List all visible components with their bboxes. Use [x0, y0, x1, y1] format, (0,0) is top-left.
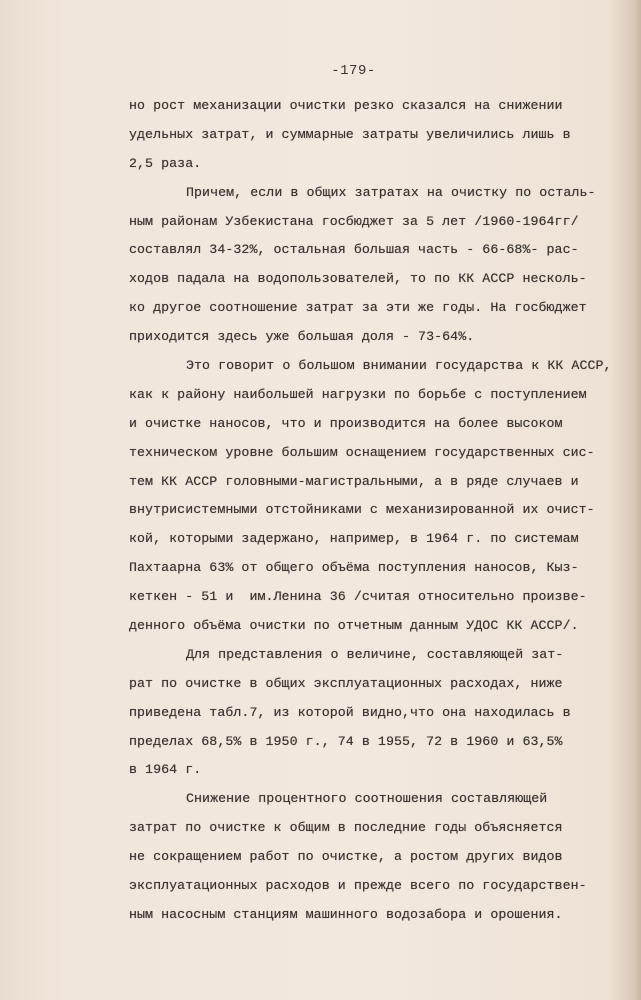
text-line: Причем, если в общих затратах на очистку по осталь- — [186, 184, 596, 200]
text-line: приведена табл.7, из которой видно,что она находилась в — [129, 704, 571, 720]
paragraph — [129, 641, 629, 785]
text-line: кеткен - 51 и им.Ленина 36 /считая относительно произве- — [129, 589, 587, 605]
text-line: в 1964 г. — [129, 762, 202, 778]
text-line: ным насосным станциям машинного водозабора и орошения. — [129, 906, 563, 922]
text-line: тем КК АССР головными-магистральными, а в ряде случаев и — [129, 473, 579, 489]
text-line: Снижение процентного соотношения составляющей — [186, 791, 548, 807]
text-line: Пахтаарна 63% от общего объёма поступления наносов, Кыз- — [129, 560, 579, 576]
text-line: составлял 34-32%, остальная большая часть - 66-68%- рас- — [129, 242, 579, 258]
page-number: -179- — [331, 63, 376, 79]
text-line: денного объёма очистки по отчетным данным УДОС КК АССР/. — [129, 618, 579, 634]
text-line: ным районам Узбекистана госбюджет за 5 лет /1960-1964гг/ — [129, 213, 579, 229]
text-line: ходов падала на водопользователей, то по КК АССР несколь- — [129, 271, 587, 287]
paragraph — [129, 352, 629, 641]
text-line: техническом уровне большим оснащением государственных сис- — [129, 444, 595, 460]
paragraph — [129, 179, 629, 352]
text-line: пределах 68,5% в 1950 г., 74 в 1955, 72 в 1960 и 63,5% — [129, 733, 563, 749]
text-line: и очистке наносов, что и производится на более высоком — [129, 415, 563, 431]
text-line: внутрисистемными отстойниками с механизированной их очист- — [129, 502, 595, 518]
text-line: не сокращением работ по очистке, а ростом других видов — [129, 849, 563, 865]
text-line: 2,5 раза. — [129, 155, 202, 171]
text-line: как к району наибольшей нагрузки по борьбе с поступлением — [129, 386, 587, 402]
document-body — [129, 92, 629, 930]
text-line: Это говорит о большом внимании государства к КК АССР, — [186, 358, 612, 374]
paragraph — [129, 92, 629, 179]
paragraph — [129, 785, 629, 929]
text-line: эксплуатационных расходов и прежде всего по государствен- — [129, 878, 587, 894]
text-line: приходится здесь уже большая доля - 73-64%. — [129, 329, 475, 345]
text-line: затрат по очистке к общим в последние годы объясняется — [129, 820, 563, 836]
text-line: рат по очистке в общих эксплуатационных расходах, ниже — [129, 675, 563, 691]
text-line: но рост механизации очистки резко сказался на снижении — [129, 98, 563, 113]
text-line: кой, которыми задержано, например, в 1964 г. по системам — [129, 531, 579, 547]
text-line: ко другое соотношение затрат за эти же годы. На госбюджет — [129, 300, 587, 316]
text-line: удельных затрат, и суммарные затраты увеличились лишь в — [129, 126, 571, 142]
text-line: Для представления о величине, составляющей зат- — [186, 646, 564, 662]
